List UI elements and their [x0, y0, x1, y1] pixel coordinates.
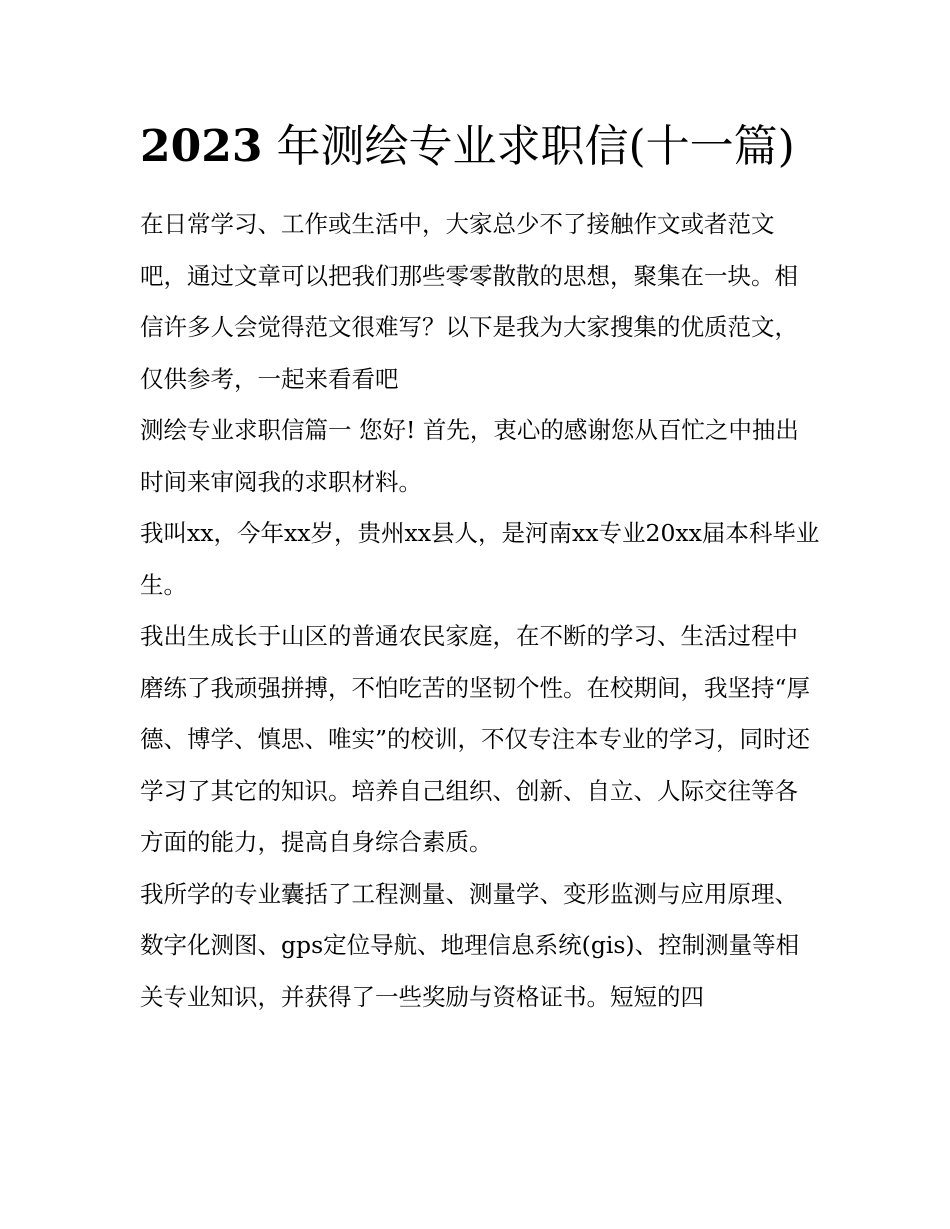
- title-year: 2023: [140, 121, 263, 172]
- document-content: [140, 115, 820, 1023]
- document-body: [140, 199, 820, 1023]
- major-paragraph: 我所学的专业囊括了工程测量、测量学、变形监测与应用原理、数字化测图、gps定位导航、地理信息系统(gis)、控制测量等相关专业知识，并获得了一些奖励与资格证书。短短的四: [140, 879, 800, 1011]
- self-intro-paragraph: 我叫xx，今年xx岁，贵州xx县人，是河南xx专业20xx届本科毕业生。: [140, 519, 820, 599]
- greeting-paragraph: 测绘专业求职信篇一 您好! 首先，衷心的感谢您从百忙之中抽出时间来审阅我的求职材料。: [140, 416, 799, 496]
- document-title: [140, 115, 820, 179]
- intro-paragraph: 在日常学习、工作或生活中，大家总少不了接触作文或者范文吧，通过文章可以把我们那些零零散散的思想，聚集在一块。相信许多人会觉得范文很难写？以下是我为大家搜集的优质范文，仅供参考，一起来看看吧: [140, 210, 798, 393]
- background-paragraph: 我出生成长于山区的普通农民家庭，在不断的学习、生活过程中磨练了我顽强拼搏，不怕吃苦的坚韧个性。在校期间，我坚持“厚德、博学、慎思、唯实”的校训，不仅专注本专业的学习，同时还学习了其它的知识。培养自己组织、创新、自立、人际交往等各方面的能力，提高自身综合素质。: [140, 622, 811, 856]
- title-text: 年测绘专业求职信(十一篇): [276, 121, 795, 172]
